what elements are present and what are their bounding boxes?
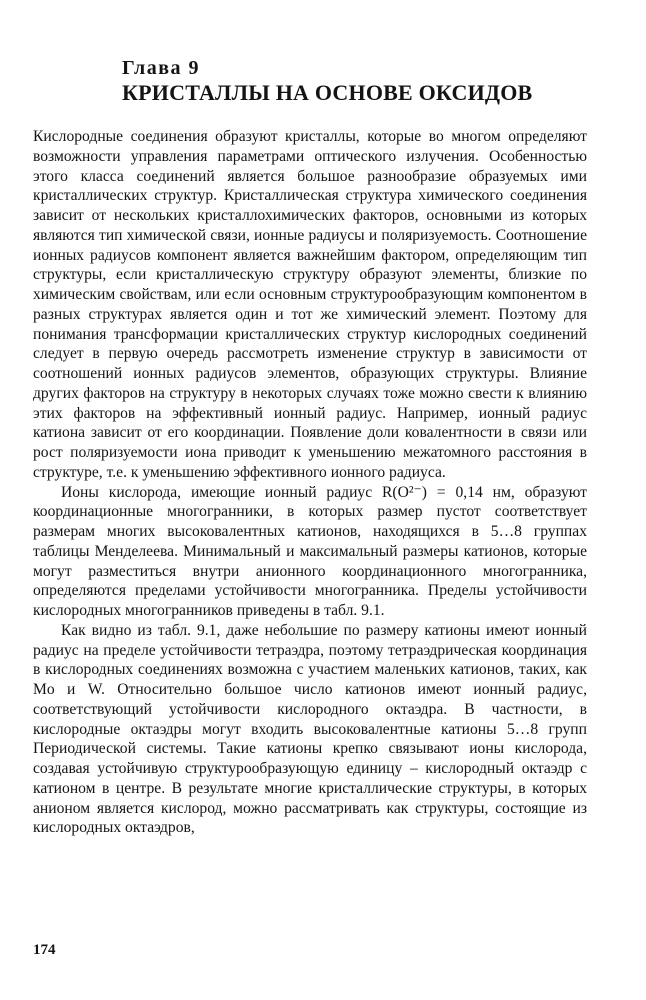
body-text: [33, 127, 587, 838]
chapter-title: КРИСТАЛЛЫ НА ОСНОВЕ ОКСИДОВ: [122, 80, 533, 105]
paragraph-3: Как видно из табл. 9.1, даже небольшие по размеру катионы имеют ионный радиус на пределе устойчивости тетраэдра, поэтому тетраэдрическая координация в кислородных соединениях возможна с участием маленьких катионов, таких, как Mo и W. Относительно большое число катионов имеют ионный радиус, соответствующий устойчивости кислородного октаэдра. В частности, в кислородные октаэдры могут входить высоковалентные катионы 5…8 групп Периодической системы. Такие катионы крепко связывают ионы кислорода, создавая устойчивую структурообразующую единицу – кислородный октаэдр с катионом в центре. В результате многие кристаллические структуры, в которых анионом является кислород, можно рассматривать как структуры, состоящие из кислородных октаэдров,: [33, 621, 587, 837]
paragraph-1: Кислородные соединения образуют кристаллы, которые во многом определяют возможности управления параметрами оптического излучения. Особенностью этого класса соединений является большое разнообразие образуемых ими кристаллических структур. Кристаллическая структура химического соединения зависит от нескольких кристаллохимических факторов, основными из которых являются тип химической связи, ионные радиусы и поляризуемость. Соотношение ионных радиусов компонент является важнейшим фактором, определяющим тип структуры, если кристаллическую структуру образуют элементы, близкие по химическим свойствам, или если основным структурообразующим компонентом в разных структурах является один и тот же химический элемент. Поэтому для понимания трансформации кристаллических структур кислородных соединений следует в первую очередь рассмотреть изменение структур в зависимости от соотношений ионных радиусов элементов, образующих структуры. Влияние других факторов на структуру в некоторых случаях тоже можно свести к влиянию этих факторов на эффективный ионный радиус. Например, ионный радиус катиона зависит от его координации. Появление доли ковалентности в связи или рост поляризуемости иона приводит к уменьшению межатомного расстояния в структуре, т.е. к уменьшению эффективного ионного радиуса.: [33, 128, 587, 481]
chapter-label: Глава 9: [122, 57, 200, 79]
chapter-header: [122, 56, 622, 106]
paragraph-2: Ионы кислорода, имеющие ионный радиус R(O²⁻) = 0,14 нм, образуют координационные многогранники, в которых размер пустот соответствует размерам многих высоковалентных катионов, находящихся в 5…8 группах таблицы Менделеева. Минимальный и максимальный размеры катионов, которые могут разместиться внутри анионного координационного многогранника, определяются пределами устойчивости многогранника. Пределы устойчивости кислородных многогранников приведены в табл. 9.1.: [33, 483, 587, 619]
page-number: 174: [33, 942, 56, 958]
